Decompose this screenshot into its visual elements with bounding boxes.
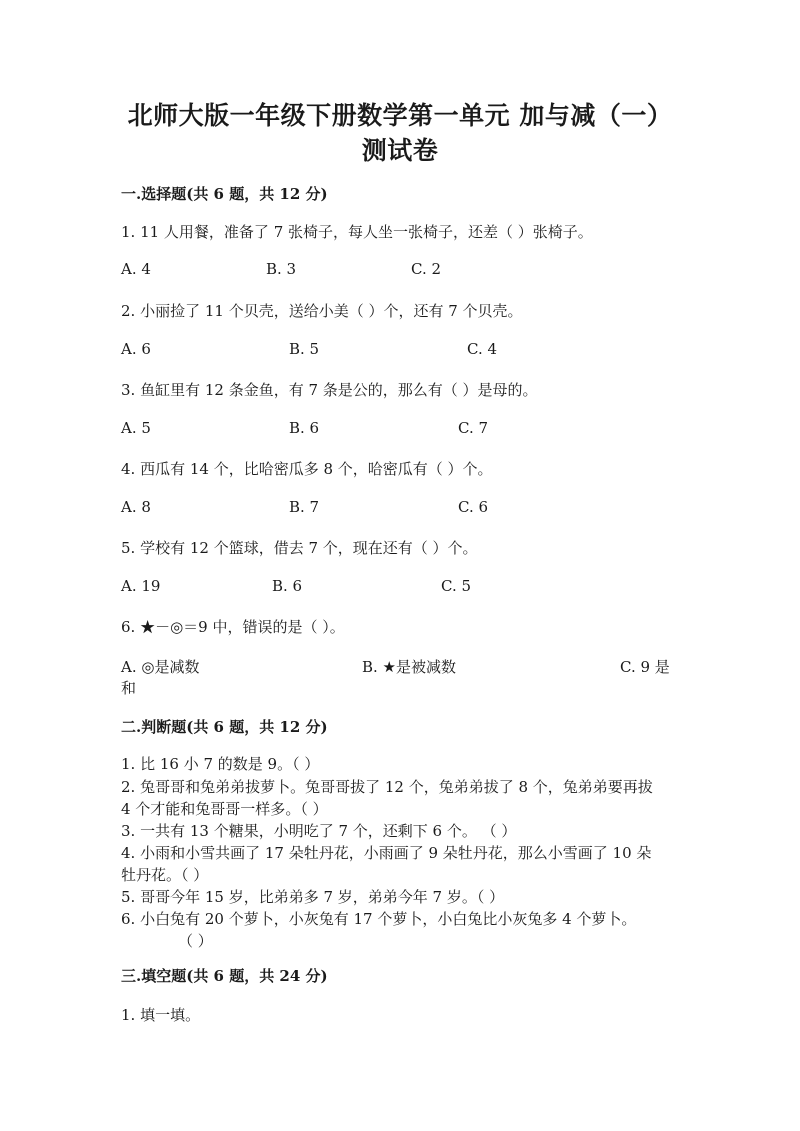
section-heading-choice: 一.选择题(共 6 题，共 12 分) — [121, 185, 328, 203]
q3-option-c: C. 7 — [458, 419, 489, 437]
q5-option-a: A. 19 — [121, 577, 161, 595]
question-3: 3. 鱼缸里有 12 条金鱼，有 7 条是公的，那么有（ ）是母的。 — [121, 381, 538, 399]
q4-option-a: A. 8 — [121, 498, 151, 516]
q3-option-a: A. 5 — [121, 419, 151, 437]
judgement-line: 5. 哥哥今年 15 岁，比弟弟多 7 岁，弟弟今年 7 岁。（ ） — [121, 888, 505, 906]
q3-option-b: B. 6 — [289, 419, 320, 437]
judgement-line: 牡丹花。（ ） — [121, 866, 209, 884]
q4-option-b: B. 7 — [289, 498, 320, 516]
q6-option-b: B. ★是被减数 — [362, 658, 457, 676]
q4-option-c: C. 6 — [458, 498, 489, 516]
q1-option-a: A. 4 — [121, 260, 151, 278]
q1-option-c: C. 2 — [411, 260, 442, 278]
question-2: 2. 小丽捡了 11 个贝壳，送给小美（ ）个，还有 7 个贝壳。 — [121, 302, 523, 320]
page-title-line-1: 北师大版一年级下册数学第一单元 加与减（一） — [127, 101, 673, 130]
judgement-line: 2. 兔哥哥和兔弟弟拔萝卜。兔哥哥拔了 12 个，兔弟弟拔了 8 个，兔弟弟要再拔 — [121, 778, 653, 796]
q6-option-c-wrap: 和 — [121, 679, 137, 697]
judgement-line: 1. 比 16 小 7 的数是 9。（ ） — [121, 755, 320, 773]
judgement-line: 3. 一共有 13 个糖果，小明吃了 7 个，还剩下 6 个。 （ ） — [121, 822, 517, 840]
q1-option-b: B. 3 — [266, 260, 297, 278]
page-title-line-2: 测试卷 — [361, 136, 439, 165]
q2-option-a: A. 6 — [121, 340, 151, 358]
judgement-line: 4 个才能和兔哥哥一样多。（ ） — [121, 800, 328, 818]
q5-option-b: B. 6 — [272, 577, 303, 595]
question-1: 1. 11 人用餐，准备了 7 张椅子，每人坐一张椅子，还差（ ）张椅子。 — [121, 223, 593, 241]
section-heading-fill: 三.填空题(共 6 题，共 24 分) — [121, 967, 328, 985]
judgement-line: 4. 小雨和小雪共画了 17 朵牡丹花，小雨画了 9 朵牡丹花，那么小雪画了 10 朵 — [121, 844, 652, 862]
fill-question-1: 1. 填一填。 — [121, 1006, 201, 1024]
q2-option-b: B. 5 — [289, 340, 320, 358]
question-4: 4. 西瓜有 14 个，比哈密瓜多 8 个，哈密瓜有（ ）个。 — [121, 460, 493, 478]
q2-option-c: C. 4 — [467, 340, 498, 358]
q6-option-c: C. 9 是 — [620, 658, 670, 676]
section-heading-judgement: 二.判断题(共 6 题，共 12 分) — [121, 718, 328, 736]
q5-option-c: C. 5 — [441, 577, 472, 595]
question-5: 5. 学校有 12 个篮球，借去 7 个，现在还有（ ）个。 — [121, 539, 478, 557]
q6-option-a: A. ◎是减数 — [121, 658, 200, 676]
judgement-line: （ ） — [178, 932, 213, 950]
question-6: 6. ★－◎＝9 中，错误的是（ ）。 — [121, 618, 345, 636]
judgement-line: 6. 小白兔有 20 个萝卜，小灰兔有 17 个萝卜，小白兔比小灰兔多 4 个萝卜。 — [121, 910, 637, 928]
